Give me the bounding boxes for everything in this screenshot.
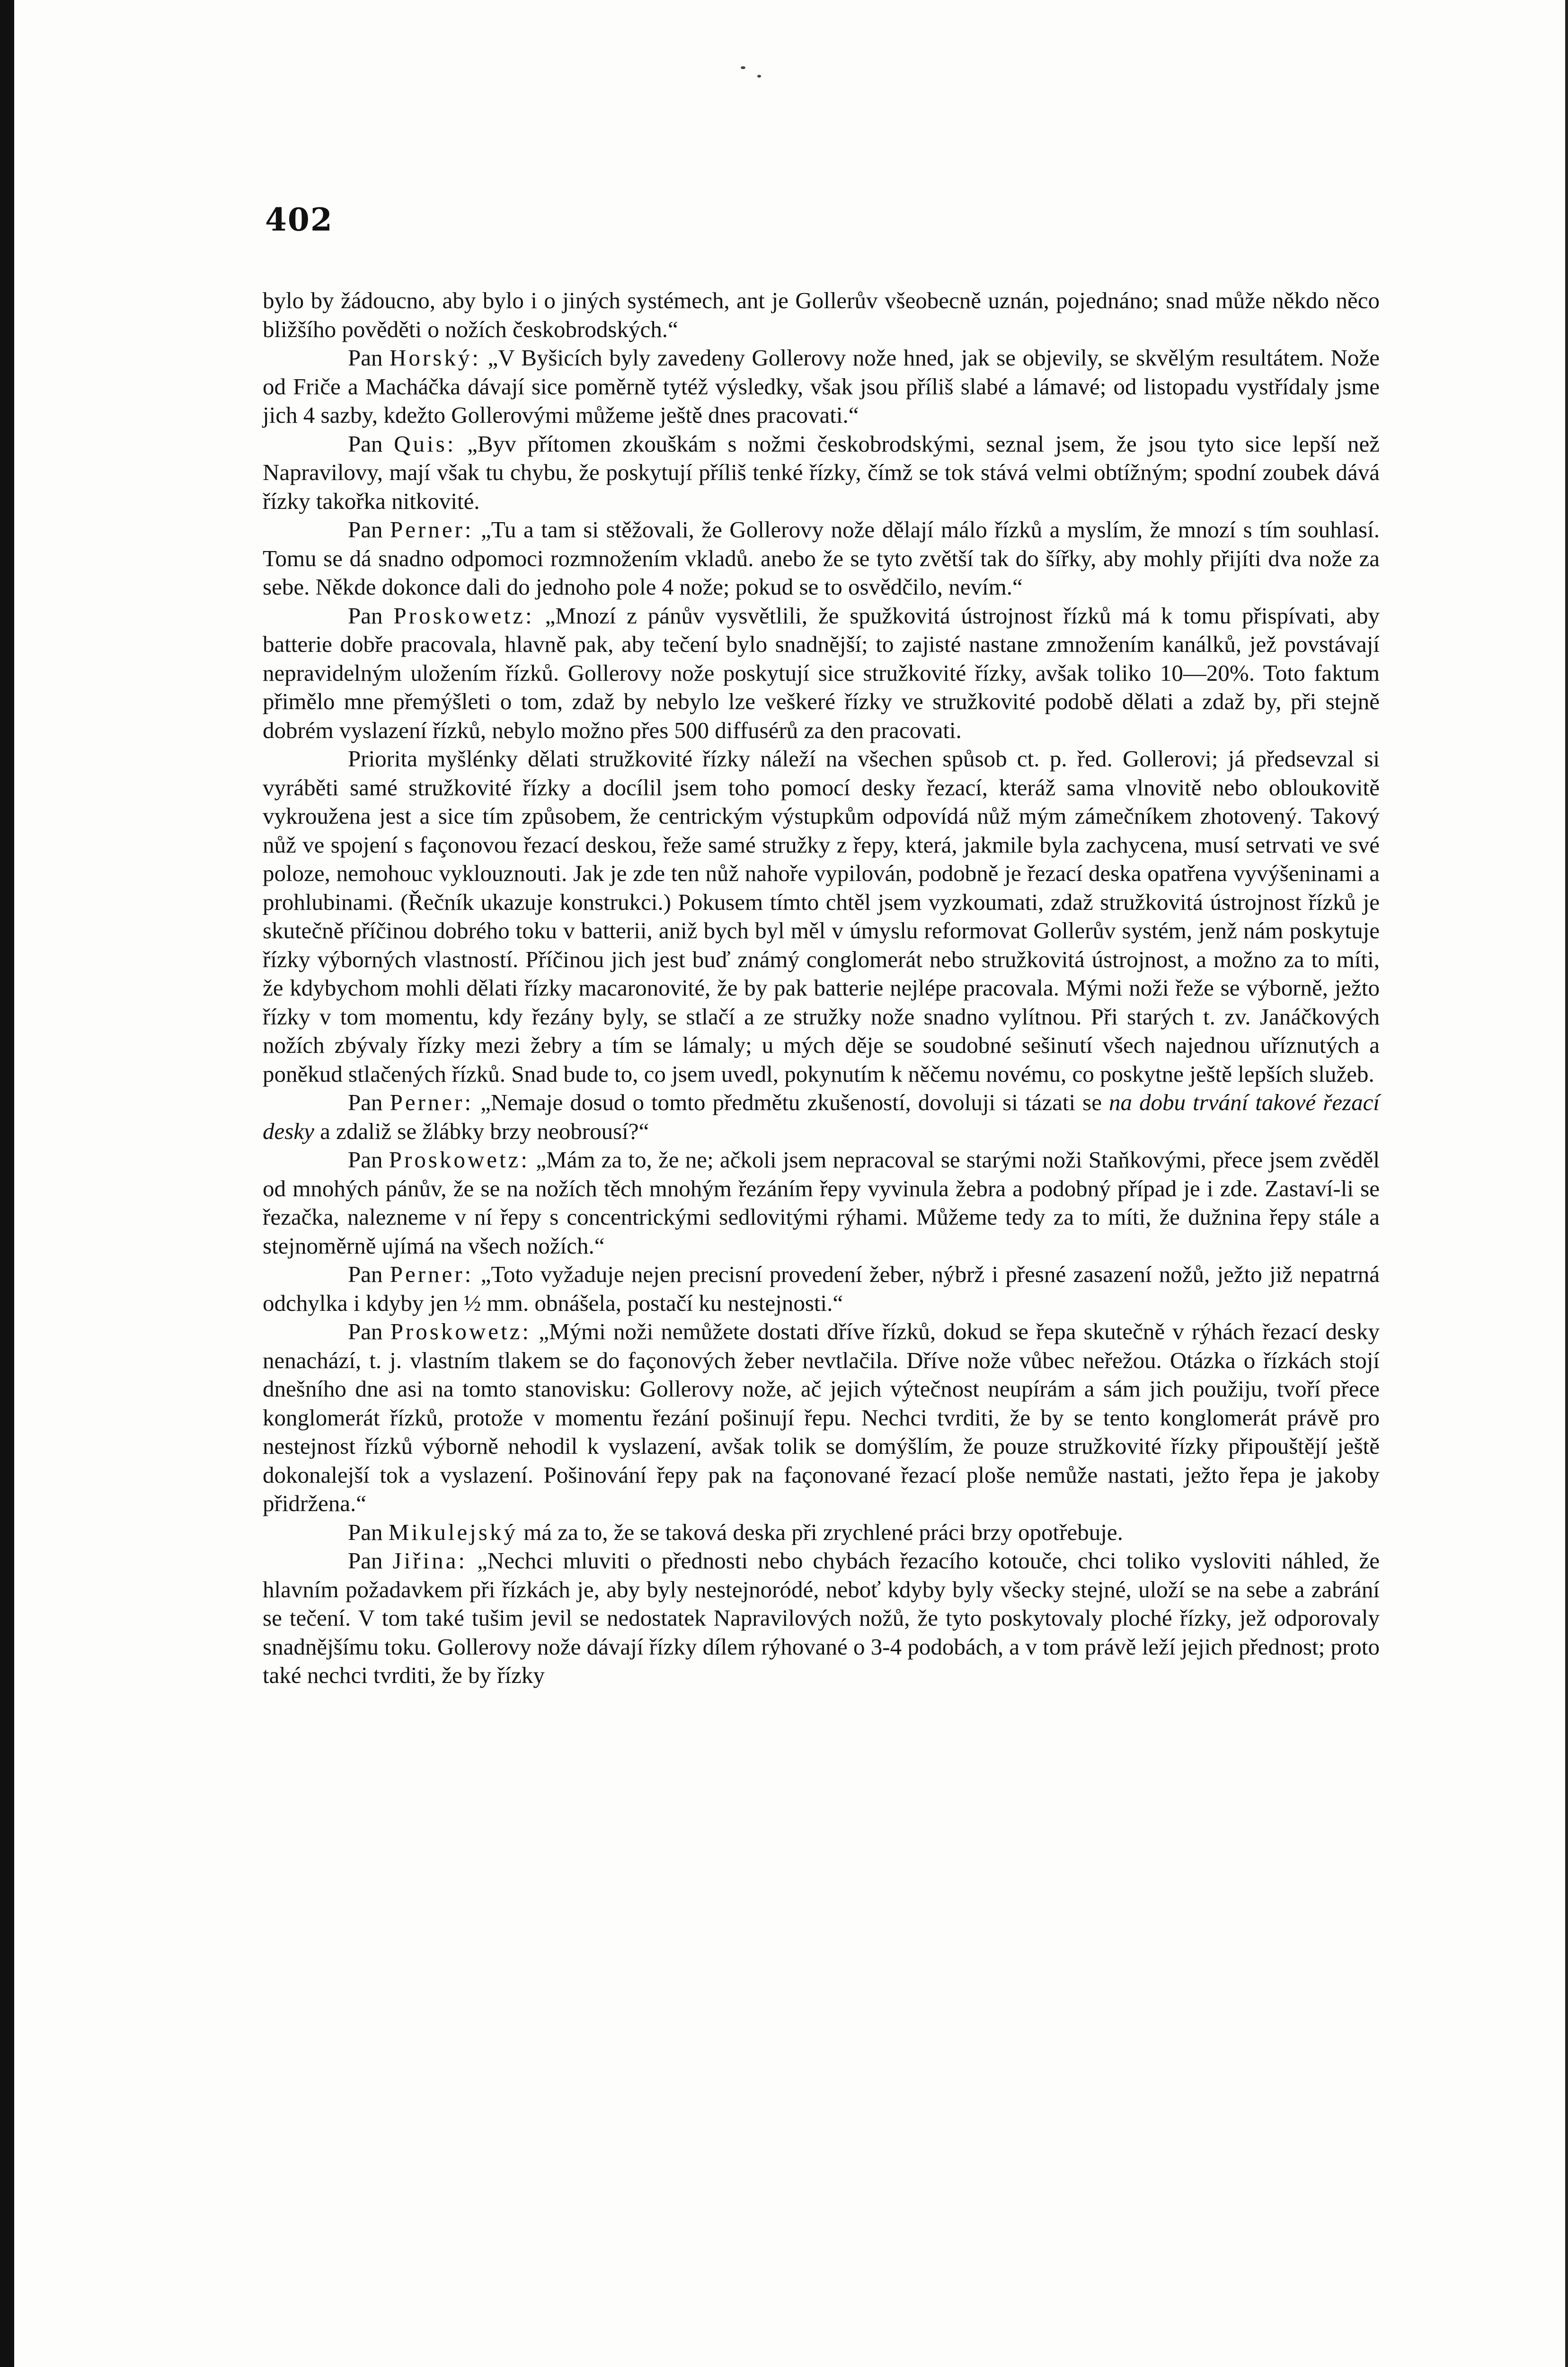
paragraph-text: „Mnozí z pánův vysvětlili, že spužkovitá ústrojnost řízků má k tomu přispívati, aby batterie dobře pracovala, hlavně pak, aby tečení bylo snadnější; to zajisté nastane zmnožením kanálků, jež povstávají nepravidelným uložením řízků. Gollerovy nože poskytují sice stružkovité řízky, avšak toliko 10—20%. Toto faktum přimělo mne přemýšleti o tom, zdaž by nebylo lze veškeré řízky ve stružkovité podobě dělati a zdaž by, při stejně dobrém vyslazení řízků, nebylo možno přes 500 diffusérů za den pracovati. — [263, 602, 1380, 743]
paragraph-text: „V Byšicích byly zavedeny Gollerovy nože hned, jak se objevily, se skvělým resultátem. Nože od Friče a Macháčka dávají sice poměrně tytéž výsledky, však jsou příliš slabé a lámavé; od listopadu vystřídaly jsme jich 4 sazby, kdežto Gollerovými můžeme ještě dnes pracovati.“ — [263, 345, 1380, 428]
speaker-name: Proskowetz: — [389, 1147, 530, 1173]
body-text — [263, 286, 1380, 1690]
paragraph — [263, 430, 1380, 516]
speaker-name: Perner: — [390, 516, 474, 543]
paragraph — [263, 1518, 1380, 1547]
paragraph — [263, 1547, 1380, 1690]
speaker-name: Proskowetz: — [390, 1318, 531, 1344]
paragraph-text: „Mám za to, že ne; ačkoli jsem nepracoval se starými noži Staňkovými, přece jsem zvěděl od mnohých pánův, že se na nožích těch mnohým řezáním řepy vyvinula žebra a podobný případ je i zde. Zastaví-li se řezačka, nalezneme v ní řepy s concentrickými sedlovitými rýhami. Můžeme tedy za to míti, že dužnina řepy stále a stejnoměrně ujímá na všech nožích.“ — [263, 1147, 1380, 1259]
speaker-title: Pan — [348, 1548, 383, 1574]
paragraph — [263, 602, 1380, 745]
speaker-title: Pan — [348, 602, 383, 629]
paragraph — [263, 286, 1380, 344]
speaker-name: Perner: — [390, 1089, 474, 1115]
scan-edge-right — [1565, 0, 1568, 2367]
speaker-title: Pan — [348, 516, 383, 543]
scan-speck — [741, 66, 745, 69]
paragraph-text: „Toto vyžaduje nejen precisní provedení žeber, nýbrž i přesné zasazení nožů, ježto již nepatrná odchylka i kdyby jen ½ mm. obnášela, postačí ku nestejnosti.“ — [263, 1261, 1380, 1316]
paragraph-text-after: a zdaliž se žlábky brzy neobrousí?“ — [320, 1118, 649, 1144]
speaker-title: Pan — [348, 1147, 383, 1173]
speaker-title: Pan — [348, 1089, 383, 1115]
paragraph-text: „Mými noži nemůžete dostati dříve řízků, dokud se řepa skutečně v rýhách řezací desky nenachází, t. j. vlastním tlakem se do façonových žeber nevtlačila. Dříve nože vůbec neřežou. Otázka o řízkách stojí dnešního dne asi na tomto stanovisku: Gollerovy nože, ač jejich výtečnost neupírám a sám jich použiju, tvoří přece konglomerát řízků, protože v momentu řezání pošinují řepu. Nechci tvrditi, že by se tento konglomerát právě pro nestejnost řízků výborně nehodil k vyslazení, avšak tolik se domýšlím, že pouze stružkovité řízky připouštějí ještě dokonalejší tok a vyslazení. Pošinování řepy pak na façonované řezací ploše nemůže nastati, ježto řepa je jakoby přidržena.“ — [263, 1318, 1380, 1516]
speaker-name: Proskowetz: — [393, 602, 534, 629]
scan-edge-left — [0, 0, 14, 2367]
speaker-name: Mikulejský — [388, 1519, 518, 1545]
italic-phrase: na dobu trvání takové řezací desky — [263, 1089, 1380, 1144]
speaker-title: Pan — [348, 1519, 383, 1545]
paragraph-text: „Tu a tam si stěžovali, že Gollerovy nože dělají málo řízků a myslím, že mnozí s tím souhlasí. Tomu se dá snadno odpomoci rozmnožením vkladů. anebo že se tyto zvětší tak do šířky, aby mohly přijíti dva nože za sebe. Někde dokonce dali do jednoho pole 4 nože; pokud se to osvědčilo, nevím.“ — [263, 516, 1380, 600]
paragraph-text: bylo by žádoucno, aby bylo i o jiných systémech, ant je Gollerův všeobecně uznán, pojednáno; snad může někdo něco bližšího pověděti o nožích českobrodských.“ — [263, 287, 1380, 342]
paragraph-text: má za to, že se taková deska při zrychlené práci brzy opotřebuje. — [523, 1519, 1123, 1545]
paragraph — [263, 1260, 1380, 1317]
paragraph — [263, 1088, 1380, 1146]
speaker-title: Pan — [348, 345, 383, 371]
paragraph-text: „Nemaje dosud o tomto předmětu zkušeností, dovoluji si tázati se — [480, 1089, 1102, 1115]
paragraph-text: Priorita myšlénky dělati stružkovité řízky náleží na všechen spůsob ct. p. řed. Gollerovi; já předsevzal si vyráběti samé stružkovité řízky a docílil jsem toho pomocí desky řezací, kteráž sama vlnovitě nebo obloukovitě vykroužena jest a sice tím způsobem, že centrickým výstupkům odpovídá nůž mým zámečníkem zhotovený. Takový nůž ve spojení s façonovou řezací deskou, řeže samé stružky z řepy, která, jakmile byla zachycena, musí setrvati ve své poloze, nemohouc vyklouznouti. Jak je zde ten nůž nahoře vypilován, podobně je řezací deska opatřena vyvýšeninami a prohlubinami. (Řečník ukazuje konstrukci.) Pokusem tímto chtěl jsem vyzkoumati, zdaž stružkovitá ústrojnost řízků je skutečně příčinou dobrého toku v batterii, aniž bych byl měl v úmyslu reformovat Gollerův systém, jenž nám poskytuje řízky výborných vlastností. Příčinou jich jest buď známý conglomerát nebo stružkovitá ústrojnost, a možno za to míti, že kdybychom mohli dělati řízky macaronovité, že by pak batterie nejlépe pracovala. Mými noži řeže se výborně, ježto řízky v tom momentu, kdy řezány byly, se stlačí a ze stružky nože snadno vylítnou. Při starých t. zv. Janáčkových nožích zbývaly řízky mezi žebry a tím se lámaly; u mých děje se soudobné sešinutí všech najednou uříznutých a poněkud stlačených řízků. Snad bude to, co jsem uvedl, pokynutím k něčemu novému, co poskytne ještě lepších služeb. — [263, 746, 1380, 1087]
paragraph — [263, 516, 1380, 602]
paragraph — [263, 1317, 1380, 1518]
paragraph — [263, 745, 1380, 1088]
speaker-name: Jiřina: — [392, 1548, 468, 1574]
speaker-title: Pan — [348, 1318, 383, 1344]
speaker-name: Perner: — [390, 1261, 474, 1287]
paragraph-text: „Byv přítomen zkouškám s nožmi českobrodskými, seznal jsem, že jsou tyto sice lepší než Napravilovy, mají však tu chybu, že poskytují příliš tenké řízky, čímž se tok stává velmi obtížným; spodní zoubek dává řízky takořka nitkovité. — [263, 430, 1380, 514]
paragraph-text: „Nechci mluviti o přednosti nebo chybách řezacího kotouče, chci toliko vysloviti náhled, že hlavním požadavkem při řízkách je, aby byly nestejnoródé, neboť kdyby byly všecky stejné, uloží se na sebe a zabrání se tečení. V tom také tušim jevil se nedostatek Napravilových nožů, že tyto poskytovaly ploché řízky, jež odporovaly snadnějšímu toku. Gollerovy nože dávají řízky dílem rýhované o 3-4 podobách, a v tom právě leží jejich přednost; proto také nechci tvrditi, že by řízky — [263, 1548, 1380, 1688]
speaker-name: Quis: — [394, 430, 456, 457]
speaker-title: Pan — [348, 1261, 383, 1287]
paragraph — [263, 1146, 1380, 1260]
paragraph — [263, 344, 1380, 430]
speaker-name: Horský: — [390, 345, 481, 371]
scan-speck — [757, 75, 761, 78]
page-number: 402 — [265, 201, 333, 238]
speaker-title: Pan — [348, 430, 383, 457]
